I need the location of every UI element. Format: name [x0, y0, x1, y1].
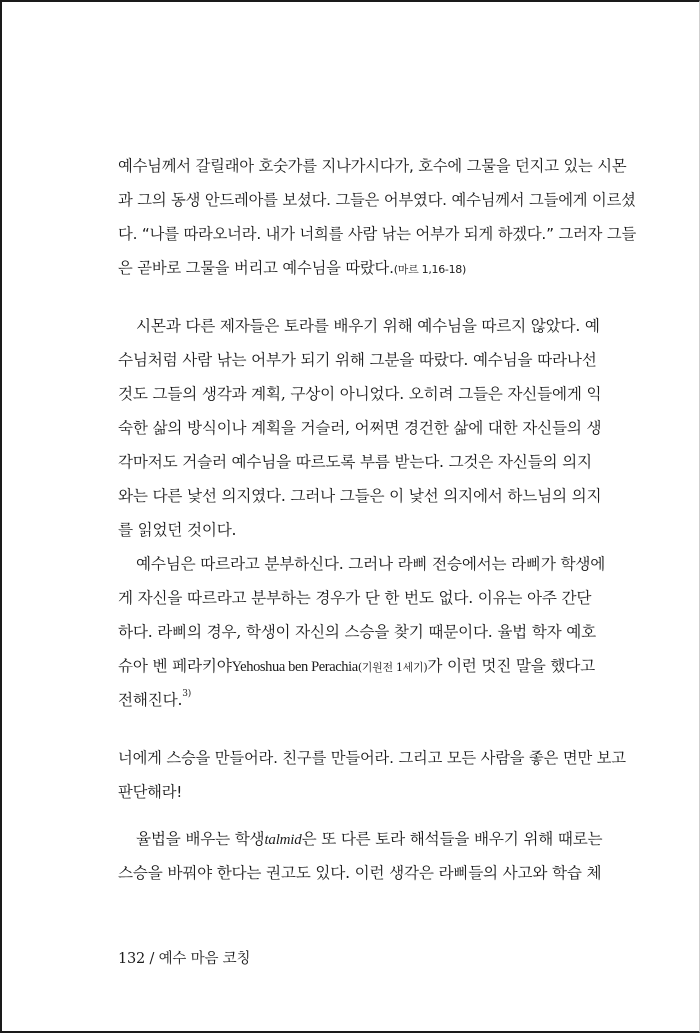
paragraph-line: 수님처럼 사람 낚는 어부가 되기 위해 그분을 따랐다. 예수님을 따라나선 — [118, 351, 597, 369]
paragraph-line — [118, 683, 588, 717]
name-latin: Yehoshua ben Perachia — [231, 659, 358, 675]
quote-line: 다. “나를 따라오너라. 내가 너희를 사람 낚는 어부가 되게 하겠다.” 그러자 그들 — [118, 225, 637, 243]
paragraph-line — [118, 649, 595, 683]
name-korean: 슈아 벤 페라키야 — [118, 657, 232, 675]
paragraph-line: 숙한 삶의 방식이나 계획을 거슬러, 어쩌면 경건한 삶에 대한 자신들의 생 — [118, 419, 602, 437]
body-text-block — [118, 309, 606, 717]
body-text-block-2 — [118, 822, 603, 890]
footer-separator: / — [149, 951, 155, 967]
quote-line: 판단해라! — [118, 783, 183, 801]
footnote-marker: 3) — [182, 689, 192, 699]
paragraph-line: 하다. 라삐의 경우, 학생이 자신의 스승을 찾기 때문이다. 율법 학자 예호 — [118, 623, 597, 641]
quote-line: 예수님께서 갈릴래아 호숫가를 지나가시다가, 호수에 그물을 던지고 있는 시몬 — [118, 157, 627, 175]
quote-line: 너에게 스승을 만들어라. 친구를 만들어라. 그리고 모든 사람을 좋은 면만 보고 — [118, 749, 626, 767]
scripture-reference: (마르 1,16-18) — [393, 263, 466, 276]
page-footer — [118, 947, 250, 968]
quote-line: 과 그의 동생 안드레아를 보셨다. 그들은 어부였다. 예수님께서 그들에게 이르셨 — [118, 191, 636, 209]
paragraph-line: 각마저도 거슬러 예수님을 따르도록 부름 받는다. 그것은 자신들의 의지 — [118, 453, 592, 471]
paragraph-line: 시몬과 다른 제자들은 토라를 배우기 위해 예수님을 따르지 않았다. 예 — [136, 317, 600, 335]
line-text: 은 또 다른 토라 해석들을 배우기 위해 때로는 — [301, 830, 603, 848]
paragraph-line — [118, 822, 603, 856]
line-text: 율법을 배우는 학생 — [136, 830, 265, 848]
paragraph-line: 스승을 바꿔야 한다는 권고도 있다. 이런 생각은 라삐들의 사고와 학습 체 — [118, 864, 602, 882]
paragraph-line: 를 읽었던 것이다. — [118, 521, 237, 539]
talmid-term: talmid — [264, 832, 302, 848]
paragraph-line: 게 자신을 따르라고 분부하는 경우가 단 한 번도 없다. 이유는 아주 간단 — [118, 589, 592, 607]
date-note: (기원전 1세기) — [357, 661, 428, 674]
saying-quote-block — [118, 741, 626, 809]
line-text: 전해진다. — [118, 691, 183, 709]
book-title: 예수 마음 코칭 — [158, 951, 251, 967]
quote-text: 은 곧바로 그물을 버리고 예수님을 따랐다. — [118, 259, 394, 277]
page-number: 132 — [118, 951, 146, 967]
paragraph-line: 것도 그들의 생각과 계획, 구상이 아니었다. 오히려 그들은 자신들에게 익 — [118, 385, 602, 403]
line-text: 가 이런 멋진 말을 했다고 — [427, 657, 595, 675]
paragraph-line: 예수님은 따르라고 분부하신다. 그러나 라삐 전승에서는 라삐가 학생에 — [136, 555, 606, 573]
quote-line — [118, 251, 588, 285]
paragraph-line: 와는 다른 낯선 의지였다. 그러나 그들은 이 낯선 의지에서 하느님의 의지 — [118, 487, 602, 505]
scripture-quote-block — [118, 149, 637, 285]
